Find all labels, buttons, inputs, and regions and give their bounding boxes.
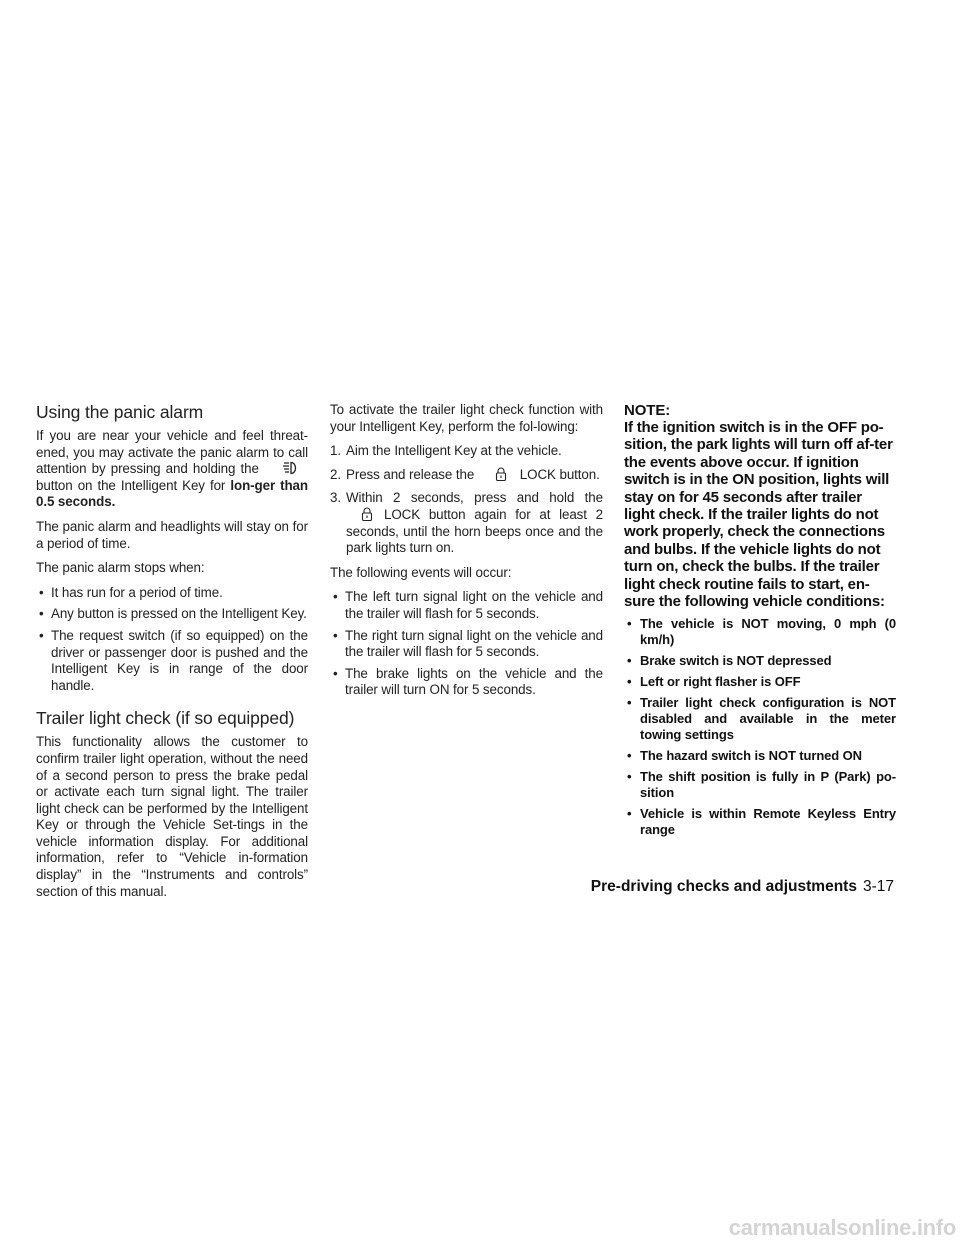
trailer-activate-steps [330, 443, 603, 557]
footer-section-name: Pre-driving checks and adjustments [590, 878, 857, 895]
column-right [624, 402, 896, 843]
lock-icon [492, 467, 510, 481]
list-item: • Left or right flasher is OFF [624, 674, 896, 690]
list-item: • Brake switch is NOT depressed [624, 653, 896, 669]
events-intro: The following events will occur: [330, 564, 512, 580]
column-left [36, 402, 308, 908]
panic-stops-list [36, 585, 308, 695]
list-item: • The brake lights on the vehicle and the trailer will turn ON for 5 seconds. [330, 666, 603, 699]
list-item: • The left turn signal light on the vehicle and the trailer will flash for 5 seconds. [330, 589, 603, 622]
panic-alarm-icon [282, 461, 300, 475]
section-title-panic-alarm: Using the panic alarm [36, 402, 204, 422]
list-item: • Trailer light check configuration is NOT disabled and available in the meter towing settings [624, 695, 896, 743]
panic-stops-intro: The panic alarm stops when: [36, 560, 205, 576]
section-title-trailer-light-check: Trailer light check (if so equipped) [36, 708, 295, 729]
step-item [330, 490, 603, 556]
trailer-check-paragraph: This functionality allows the customer to confirm trailer light operation, without the need of a second person to press the brake pedal or activate each turn signal light. The trailer light check can be performed by the Intelligent Key or through the Vehicle Set-tings in the vehicle information display. For additional information, refer to “Vehicle in-formation display” in the “Instruments and controls” section of this manual. [36, 734, 308, 899]
panic-text-after: button on the Intelligent Key for [36, 477, 226, 493]
list-item: • The hazard switch is NOT turned ON [624, 748, 896, 764]
step-text-after: LOCK button. [519, 466, 600, 482]
note-conditions-list [624, 616, 896, 838]
step-text-before: Press and release the [346, 466, 475, 482]
page-number: 3-17 [862, 878, 894, 895]
lock-icon [358, 507, 376, 521]
watermark: carmanualsonline.info [728, 1215, 956, 1240]
column-middle [330, 402, 603, 707]
list-item: • The request switch (if so equipped) on the driver or passenger door is pushed and the Intelligent Key is in range of the door handle. [36, 628, 308, 694]
step-number: 1. [330, 443, 341, 459]
list-item: • It has run for a period of time. [36, 585, 308, 602]
list-item: • The right turn signal light on the vehicle and the trailer will flash for 5 seconds. [330, 628, 603, 661]
list-item: • Vehicle is within Remote Keyless Entry range [624, 806, 896, 838]
panic-text-before: If you are near your vehicle and feel threat-ened, you may activate the panic alarm to call attention by pressing and holding the [36, 428, 308, 477]
step-text: Aim the Intelligent Key at the vehicle. [346, 443, 562, 459]
panic-text-bold: lon-ger than 0.5 seconds. [36, 477, 308, 510]
step-text-before: Within 2 seconds, press and hold the [346, 490, 603, 506]
list-item: • The vehicle is NOT moving, 0 mph (0 km/h) [624, 616, 896, 648]
events-list [330, 589, 603, 699]
trailer-activate-intro: To activate the trailer light check function with your Intelligent Key, perform the fol-lowing: [330, 402, 603, 434]
step-text-after: LOCK button again for at least 2 seconds, until the horn beeps once and the park lights turn on. [346, 506, 603, 556]
page-footer [591, 878, 894, 896]
list-item: • Any button is pressed on the Intelligent Key. [36, 606, 308, 623]
step-number: 3. [330, 490, 341, 506]
note-title: NOTE: [624, 402, 671, 419]
panic-stay-on-paragraph: The panic alarm and headlights will stay on for a period of time. [36, 518, 308, 551]
list-item: • The shift position is fully in P (Park) po-sition [624, 769, 896, 801]
step-number: 2. [330, 466, 341, 482]
note-body: If the ignition switch is in the OFF po-sition, the park lights will turn off af-ter the events above occur. If ignition switch is in the ON position, lights will stay on for 45 seconds after trailer light check. If the trailer lights do not work properly, check the connections and bulbs. If the vehicle lights do not turn on, check the bulbs. If the trailer light check routine fails to start, en-sure the following vehicle conditions: [624, 419, 893, 611]
step-item [330, 467, 603, 484]
panic-alarm-paragraph [36, 428, 308, 511]
step-item [330, 443, 603, 460]
